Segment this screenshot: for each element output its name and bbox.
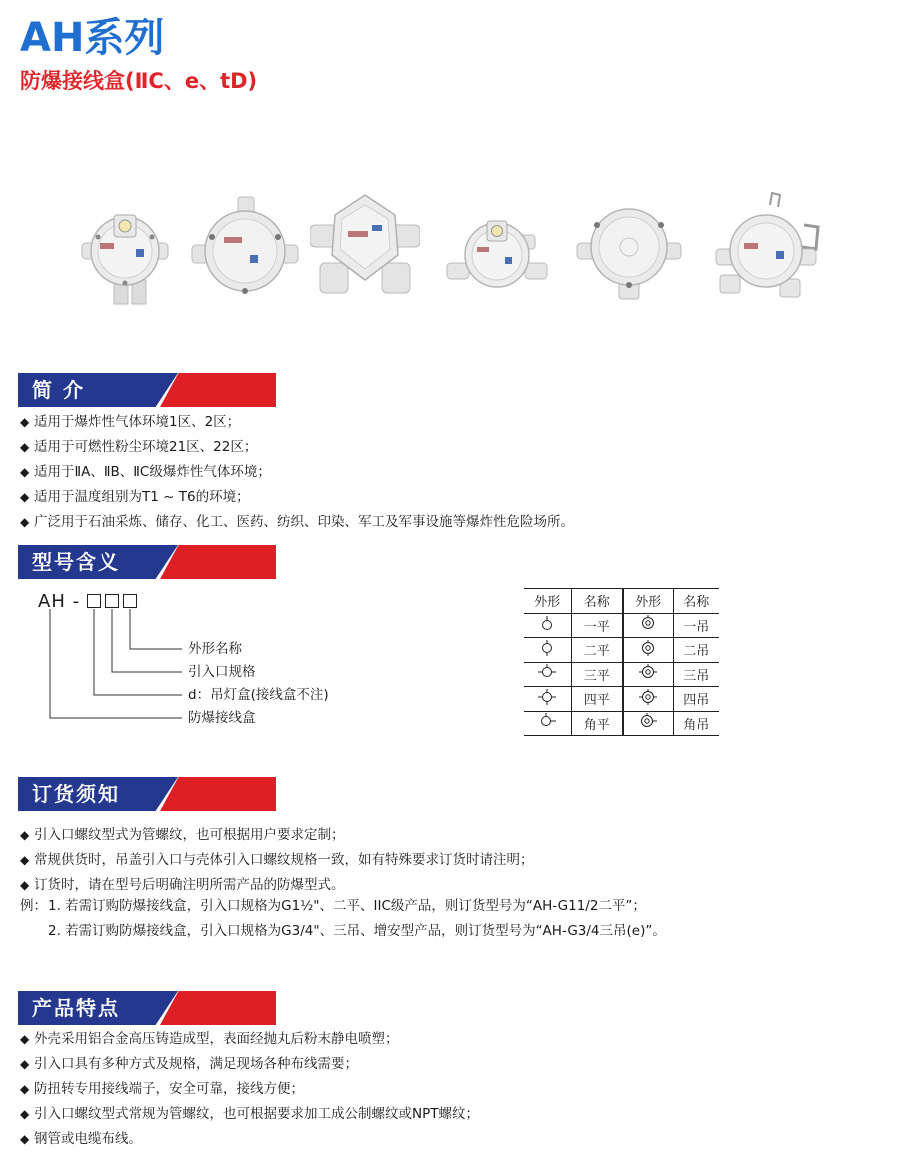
example-1: 1. 若需订购防爆接线盒，引入口规格为G1½"、二平、IIC级产品，则订货型号为“AH-G11/2二平”； (48, 898, 646, 914)
diamond-bullet-icon: ◆ (20, 440, 30, 454)
three-flat-shape-icon (538, 664, 556, 680)
shape-table (524, 588, 719, 736)
product-photo-3 (310, 185, 420, 315)
list-item: ◆ 钢管或电缆布线。 (20, 1127, 479, 1152)
product-photo-6 (710, 185, 820, 315)
list-item: ◆ 引入口螺纹型式为管螺纹，也可根据用户要求定制； (20, 823, 534, 848)
diamond-bullet-icon: ◆ (20, 1032, 30, 1046)
section-title: 型号含义 (32, 550, 120, 574)
angle-flat-shape-icon (538, 713, 556, 729)
list-item: ◆ 常规供货时，吊盖引入口与壳体引入口螺纹规格一致，如有特殊要求订货时请注明； (20, 848, 534, 873)
four-pendant-shape-icon (639, 689, 657, 705)
list-item: ◆ 广泛用于石油采炼、储存、化工、医药、纺织、印染、军工及军事设施等爆炸性危险场所。 (20, 510, 574, 535)
list-item: ◆ 订货时，请在型号后明确注明所需产品的防爆型式。 (20, 873, 534, 898)
list-item: ◆ 引入口螺纹型式常规为管螺纹，也可根据要求加工成公制螺纹或NPT螺纹； (20, 1102, 479, 1127)
diamond-bullet-icon: ◆ (20, 515, 30, 529)
diamond-bullet-icon: ◆ (20, 1057, 30, 1071)
diamond-bullet-icon: ◆ (20, 1082, 30, 1096)
list-item: ◆ 外壳采用铝合金高压铸造成型，表面经抛丸后粉末静电喷塑； (20, 1027, 479, 1052)
diamond-bullet-icon: ◆ (20, 853, 30, 867)
product-photo-5 (575, 185, 685, 315)
one-flat-shape-icon (539, 615, 555, 631)
legend-inlet-spec: 引入口规格 (188, 664, 256, 680)
section-header-order (18, 777, 276, 811)
table-header-row: 外形 名称 外形 名称 (524, 589, 719, 614)
list-item: ◆ 适用于ⅡA、ⅡB、ⅡC级爆炸性气体环境； (20, 460, 574, 485)
product-photo-row (70, 185, 860, 315)
features-list (20, 1027, 479, 1152)
code-box-2 (105, 594, 119, 608)
list-item: ◆ 适用于温度组别为T1 ~ T6的环境； (20, 485, 574, 510)
model-leader-lines (0, 0, 200, 740)
intro-list (20, 410, 574, 535)
diamond-bullet-icon: ◆ (20, 828, 30, 842)
two-pendant-shape-icon (640, 640, 656, 656)
diamond-bullet-icon: ◆ (20, 415, 30, 429)
section-header-model (18, 545, 276, 579)
order-list (20, 823, 534, 898)
example-2: 2. 若需订购防爆接线盒，引入口规格为G3/4"、三吊、增安型产品，则订货型号为“AH-G3/4三吊(e)”。 (48, 923, 666, 939)
table-row: 四平 四吊 (524, 687, 719, 712)
table-row: 一平 一吊 (524, 613, 719, 638)
section-title: 产品特点 (32, 996, 120, 1020)
diamond-bullet-icon: ◆ (20, 490, 30, 504)
three-pendant-shape-icon (639, 664, 657, 680)
legend-shape-name: 外形名称 (188, 641, 242, 657)
one-pendant-shape-icon (640, 615, 656, 631)
section-header-intro (18, 373, 276, 407)
four-flat-shape-icon (538, 689, 556, 705)
list-item: ◆ 防扭转专用接线端子，安全可靠，接线方便； (20, 1077, 479, 1102)
diamond-bullet-icon: ◆ (20, 1107, 30, 1121)
model-code: AH - (38, 591, 81, 612)
legend-junction-box: 防爆接线盒 (188, 710, 256, 726)
code-box-3 (123, 594, 137, 608)
list-item: ◆ 引入口具有多种方式及规格，满足现场各种布线需要； (20, 1052, 479, 1077)
table-row: 角平 角吊 (524, 711, 719, 736)
two-flat-shape-icon (539, 640, 555, 656)
page-subtitle: 防爆接线盒(ⅡC、e、tD) (20, 69, 258, 93)
code-box-1 (87, 594, 101, 608)
section-header-features (18, 991, 276, 1025)
diamond-bullet-icon: ◆ (20, 465, 30, 479)
section-title: 订货须知 (32, 782, 120, 806)
product-photo-2 (190, 185, 300, 315)
product-photo-1 (70, 185, 180, 315)
section-title: 简 介 (32, 378, 85, 402)
page-title: AH系列 (20, 15, 165, 61)
legend-pendant-box: d：吊灯盒(接线盒不注) (188, 687, 329, 703)
diamond-bullet-icon: ◆ (20, 1132, 30, 1146)
angle-pendant-shape-icon (639, 713, 657, 729)
list-item: ◆ 适用于爆炸性气体环境1区、2区； (20, 410, 574, 435)
table-row: 二平 二吊 (524, 638, 719, 663)
diamond-bullet-icon: ◆ (20, 878, 30, 892)
product-photo-4 (445, 185, 555, 315)
table-row: 三平 三吊 (524, 662, 719, 687)
list-item: ◆ 适用于可燃性粉尘环境21区、22区； (20, 435, 574, 460)
example-label: 例： (20, 898, 47, 914)
